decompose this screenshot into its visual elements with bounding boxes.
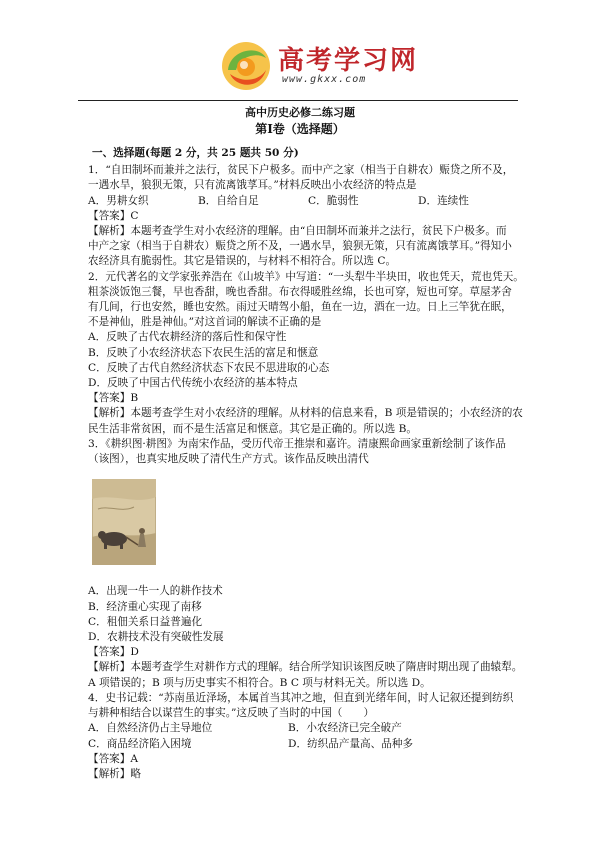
option-c: C．脆弱性: [308, 194, 359, 207]
question-stem-line: 一遇水旱，狼狈无策，只有流离饿莩耳。”材料反映出小农经济的特点是: [88, 179, 417, 192]
analysis-line: 农经济具有脆弱性。其它是错误的，与材料不相符合。所以选 C。: [88, 255, 397, 268]
option-d: D．反映了中国古代传统小农经济的基本特点: [88, 377, 298, 390]
option-a: A．自然经济仍占主导地位: [88, 722, 213, 735]
question-stem-line: 不是神仙，胜是神仙。”对这首词的解读不正确的是: [88, 316, 322, 329]
option-b: B．小农经济已完全破产: [288, 722, 402, 735]
header-divider: [78, 100, 518, 101]
answer: 【答案】B: [88, 392, 139, 405]
option-d: D．纺织品产量高、品种多: [288, 737, 414, 750]
question-stem-line: （该图），也真实地反映了清代生产方式。该作品反映出清代: [88, 453, 369, 466]
logo-url: www.gkxx.com: [282, 74, 367, 85]
site-logo[interactable]: [220, 38, 419, 98]
question-stem-line: 粗茶淡饭饱三餐，早也香甜，晚也香甜。布衣得暖胜丝绵，长也可穿，短也可穿。草屋茅舍: [88, 285, 512, 298]
option-row: [88, 737, 528, 752]
question-stem-line: 与耕种相结合以谋营生的事实。”这反映了当时的中国（ ）: [88, 707, 375, 720]
question-content: [88, 146, 528, 782]
option-row: [88, 721, 528, 736]
question-4: [88, 691, 528, 782]
question-1: [88, 163, 528, 269]
option-a: A．男耕女织: [88, 194, 149, 207]
analysis-line: 民生活非常贫困，而不是生活富足和惬意。其它是正确的。所以选 B。: [88, 422, 417, 435]
option-c: C．租佃关系日益普遍化: [88, 615, 203, 628]
option-d: D．农耕技术没有突破性发展: [88, 631, 224, 644]
farming-painting-image: [92, 479, 156, 565]
question-stem-line: 有几间，行也安然，睡也安然。雨过天晴驾小船，鱼在一边，酒在一边。日上三竿犹在眠，: [88, 301, 512, 314]
logo-swirl-icon: [220, 40, 272, 92]
section-title: 第Ⅰ卷（选择题）: [255, 122, 345, 136]
analysis-line: A 项错误的；B 项与历史事实不相符合。B C 项与材料无关。所以选 D。: [88, 676, 431, 689]
question-stem-line: 2．元代著名的文学家张养浩在《山坡羊》中写道：“一头犁牛半块田，收也凭天，荒也凭天。: [88, 270, 524, 283]
question-stem-line: 3．《耕织图·耕图》为南宋作品，受历代帝王推崇和嘉许。清康熙命画家重新绘制了该作品: [88, 437, 506, 450]
analysis-line: 【解析】本题考查学生对耕作方式的理解。结合所学知识该图反映了隋唐时期出现了曲辕犁。: [88, 661, 523, 674]
option-c: C．反映了古代自然经济状态下农民不思进取的心态: [88, 361, 330, 374]
answer: 【答案】A: [88, 752, 139, 765]
answer: 【答案】D: [88, 646, 139, 659]
option-b: B．经济重心实现了南移: [88, 600, 202, 613]
section-heading: 一、选择题(每题 2 分，共 25 题共 50 分): [92, 147, 299, 159]
option-b: B．反映了小农经济状态下农民生活的富足和惬意: [88, 346, 319, 359]
analysis-line: 【解析】本题考查学生对小农经济的理解。从材料的信息来看，B 项是错误的；小农经济的农: [88, 407, 523, 420]
question-2: [88, 270, 528, 437]
option-d: D．连续性: [418, 194, 469, 207]
question-stem-line: 4．史书记载：“苏南虽近泽场，本属首当其冲之地，但直到光绪年间，时人记叙还提到纺织: [88, 691, 514, 704]
option-b: B．自给自足: [198, 194, 259, 207]
analysis-line: 【解析】略: [88, 767, 141, 780]
question-stem-line: 1．“自田制坏而兼并之法行，贫民下户极多。而中产之家（相当于自耕农）赈贷之所不及，: [88, 164, 514, 177]
document-title: 高中历史必修二练习题: [245, 106, 355, 119]
option-a: A．反映了古代农耕经济的落后性和保守性: [88, 331, 287, 344]
logo-title: 高考学习网: [278, 46, 419, 76]
answer: 【答案】C: [88, 209, 139, 222]
analysis-line: 【解析】本题考查学生对小农经济的理解。由“自田制坏而兼并之法行，贫民下户极多。而: [88, 225, 507, 238]
question-3: [88, 437, 528, 691]
option-row: [88, 194, 528, 209]
option-c: C．商品经济陷入困境: [88, 737, 192, 750]
option-a: A．出现一牛一人的耕作技术: [88, 585, 223, 598]
analysis-line: 中产之家（相当于自耕农）赈贷之所不及，一遇水旱，狼狈无策，只有流离饿莩耳。”得知小: [88, 240, 512, 253]
